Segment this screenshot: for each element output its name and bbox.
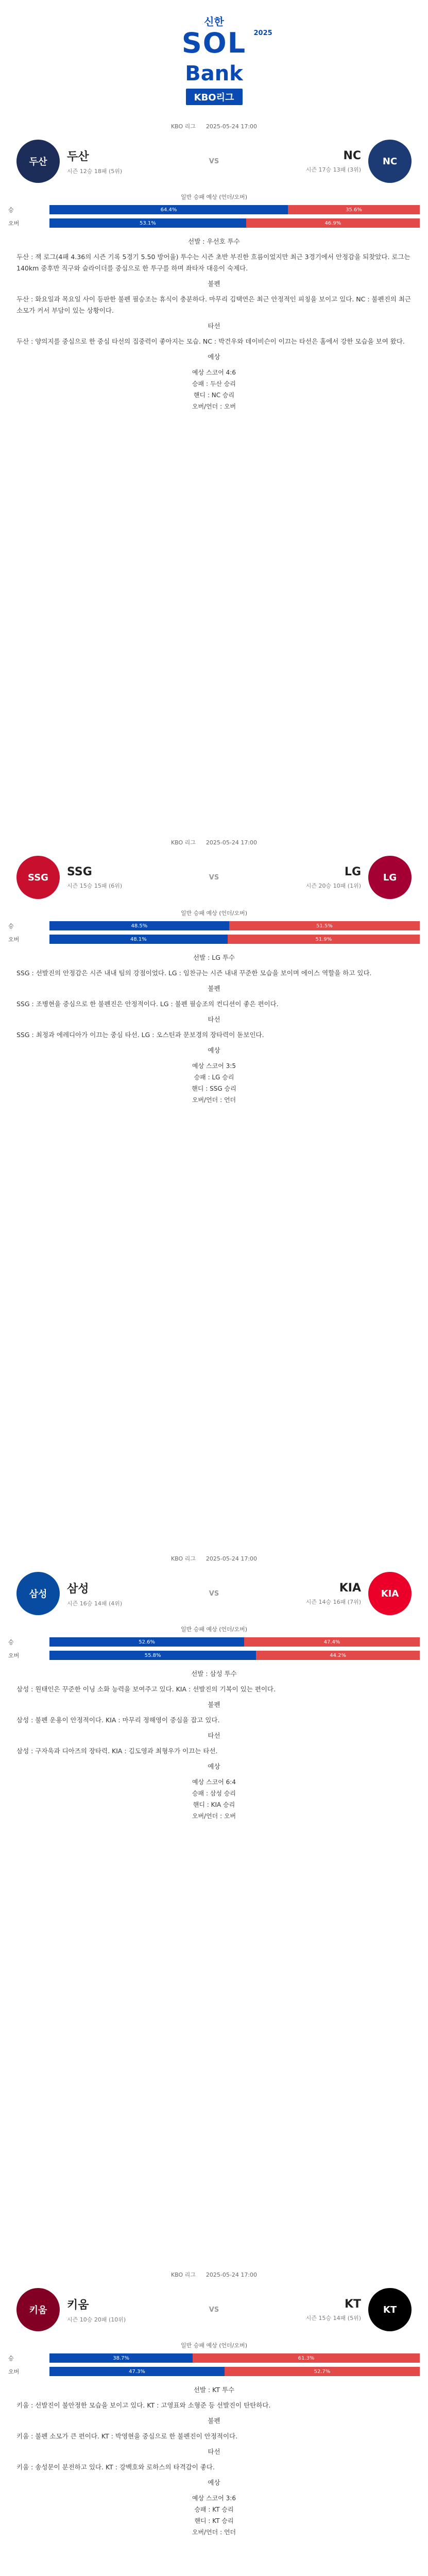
away-team-info [67,148,122,175]
away-probability-bar: 64.4% [49,205,288,214]
home-team-name: NC [343,149,361,162]
probability-track [49,1651,420,1660]
away-team-emblem: SSG [16,856,60,899]
game-card [8,1552,420,1827]
probability-track [49,2367,420,2376]
prediction-item: 예상 스코어 4:6 [192,369,236,376]
game-header-item: 2025-05-24 17:00 [206,123,258,130]
probability-row [8,2352,420,2364]
home-team [230,2288,412,2331]
analysis-section-title: 선발 : KT 투수 [193,2386,235,2394]
analysis-section-body: SSG : 선발진의 안정감은 시즌 내내 팀의 강점이었다. LG : 임찬규는 시즌 내내 꾸준한 모습을 보이며 에이스 역할을 하고 있다. [16,969,372,977]
prediction-item: 승패 : KT 승리 [194,2506,234,2513]
versus-label: VS [209,157,219,165]
away-team-emblem: 키움 [16,2288,60,2331]
probability-track [49,1637,420,1647]
probability-track [49,2353,420,2363]
probability-row-label: 오버 [8,936,20,943]
game-card [8,2268,420,2543]
analysis-section-title: 불펜 [208,280,220,287]
matchup [8,133,420,190]
home-probability-bar: 35.6% [288,205,420,214]
logo-top: 신한 [204,15,224,28]
analysis-section-title: 타선 [208,1015,220,1023]
probability-row [8,934,420,945]
analysis-section-title: 선발 : 삼성 투수 [191,1670,237,1677]
prediction-item: 승패 : LG 승리 [194,1074,234,1081]
home-probability-bar: 47.4% [244,1637,420,1647]
game-header-item: 2025-05-24 17:00 [206,839,258,846]
analysis-text [8,2379,420,2543]
probability-row [8,204,420,215]
analysis-section-body: 삼성 : 원태인은 꾸준한 이닝 소화 능력을 보여주고 있다. KIA : 선발진의 기복이 있는 편이다. [16,1685,276,1693]
logo-year: 2025 [253,29,272,37]
analysis-text [8,947,420,1111]
probability-row [8,2366,420,2377]
probability-row-label: 오버 [8,1652,20,1659]
analysis-section-title: 예상 [208,1046,220,1054]
probability-track [49,218,420,228]
away-team-record: 시즌 12승 18패 (5위) [67,167,123,175]
home-team-name: KIA [339,1581,361,1595]
prediction-item: 오버/언더 : 언더 [192,1096,236,1104]
away-team-name: 키움 [67,2298,89,2312]
logo-league: KBO리그 [186,89,243,105]
prediction-item: 핸디 : KIA 승리 [193,1801,235,1808]
home-team-emblem: LG [368,856,412,899]
prediction-item: 오버/언더 : 언더 [192,2529,236,2536]
matchup [8,1565,420,1622]
game-header-item: KBO 리그 [170,1555,196,1562]
prediction-item: 오버/언더 : 오버 [192,1812,236,1820]
probability-row [8,217,420,229]
home-team [230,856,412,899]
analysis-section-body: 삼성 : 불펜 운용이 안정적이다. KIA : 마무리 정해영이 중심을 잡고 있다. [16,1716,220,1724]
game-header [8,2268,420,2281]
game-card [8,836,420,1111]
probability-row-label: 승 [8,2355,14,2362]
analysis-text [8,1663,420,1827]
home-team-emblem: NC [368,140,412,183]
prediction-item: 오버/언더 : 오버 [192,403,236,410]
game-header [8,120,420,133]
prediction-list [16,1776,412,1822]
away-team [16,1572,199,1615]
probability-track [49,205,420,214]
analysis-section-title: 불펜 [208,1701,220,1708]
analysis-section-title: 불펜 [208,2417,220,2425]
game-header-item: 2025-05-24 17:00 [206,2271,258,2278]
away-probability-bar: 52.6% [49,1637,244,1647]
analysis-text [8,231,420,417]
away-team-emblem: 두산 [16,140,60,183]
away-team [16,856,199,899]
home-probability-bar: 61.3% [193,2353,420,2363]
away-probability-bar: 48.5% [49,921,229,930]
analysis-section-body: SSG : 최정과 에레디아가 이끄는 중심 타선. LG : 오스틴과 문보경의 장타력이 돋보인다. [16,1031,264,1039]
probability-title: 일반 승패 예상 (언더/오버) [180,910,248,917]
analysis-section-title: 타선 [208,322,220,330]
game-header [8,836,420,849]
analysis-section-title: 예상 [208,2479,220,2486]
analysis-section-body: 키움 : 송성문이 분전하고 있다. KT : 강백호와 로하스의 타격감이 좋다. [16,2463,215,2471]
prediction-item: 승패 : 삼성 승리 [192,1790,236,1797]
analysis-section-title: 선발 : LG 투수 [193,954,235,961]
analysis-section-body: 삼성 : 구자욱과 디아즈의 장타력. KIA : 김도영과 최형우가 이끄는 타선. [16,1747,218,1755]
probability-title: 일반 승패 예상 (언더/오버) [180,2342,248,2349]
logo-sol: SOL [181,27,247,59]
matchup [8,849,420,906]
probability-row [8,920,420,931]
away-team-name: SSG [67,865,92,878]
game-header-item: KBO 리그 [170,839,196,846]
away-probability-bar: 47.3% [49,2367,225,2376]
prediction-list [16,2493,412,2538]
prediction-item: 예상 스코어 3:6 [192,2495,236,2502]
game-section [0,836,428,1552]
game-section [0,1552,428,2268]
away-probability-bar: 55.8% [49,1651,256,1660]
away-team-info [67,866,122,890]
prediction-item: 핸디 : KT 승리 [194,2517,234,2524]
probability-row-label: 승 [8,923,14,929]
home-probability-bar: 46.9% [246,218,420,228]
away-probability-bar: 38.7% [49,2353,193,2363]
away-probability-bar: 48.1% [49,935,228,944]
versus-label: VS [209,2306,219,2314]
home-probability-bar: 44.2% [256,1651,420,1660]
game-header-item: 2025-05-24 17:00 [206,1555,258,1562]
analysis-section-body: 키움 : 선발진이 불안정한 모습을 보이고 있다. KT : 고영표와 소형준 등 선발진이 탄탄하다. [16,2401,271,2409]
away-team [16,2288,199,2331]
home-team-emblem: KT [368,2288,412,2331]
prediction-item: 핸디 : NC 승리 [193,392,235,399]
probability-track [49,935,420,944]
probability-row-label: 오버 [8,220,20,227]
home-team-name: LG [344,865,361,878]
analysis-section-body: SSG : 조병현을 중심으로 한 불펜진은 안정적이다. LG : 불펜 필승조의 컨디션이 좋은 편이다. [16,1000,279,1008]
game-header-item: KBO 리그 [170,2272,196,2278]
prediction-list [16,367,412,412]
analysis-section-title: 선발 : 우선호 투수 [188,238,240,245]
home-team-record: 시즌 15승 14패 (5위) [305,2314,361,2321]
home-probability-bar: 51.9% [228,935,420,944]
away-team-name: 두산 [67,150,89,163]
home-probability-bar: 52.7% [225,2367,420,2376]
home-team [230,140,412,183]
away-team-info [67,2296,126,2324]
away-team [16,140,199,183]
away-team-emblem: 삼성 [16,1572,60,1615]
home-team-record: 시즌 14승 16패 (7위) [305,1598,361,1605]
probability-row [8,1650,420,1661]
games-list [0,120,428,2576]
home-team-info [306,866,361,890]
analysis-section-title: 타선 [208,2448,220,2455]
home-team-emblem: KIA [368,1572,412,1615]
away-team-info [67,1580,122,1607]
analysis-section-title: 예상 [208,1762,220,1770]
league-logo [155,8,273,111]
matchup [8,2281,420,2338]
probability-title: 일반 승패 예상 (언더/오버) [180,194,248,200]
prediction-item: 핸디 : SSG 승리 [192,1085,236,1092]
away-team-record: 시즌 10승 20패 (10위) [67,2316,126,2323]
probability-row-label: 승 [8,1639,14,1646]
away-team-record: 시즌 16승 14패 (4위) [67,1600,123,1607]
prediction-list [16,1060,412,1106]
home-team-record: 시즌 17승 13패 (3위) [305,166,361,173]
analysis-section-title: 불펜 [208,985,220,992]
game-card [8,120,420,417]
home-team-info [306,1582,361,1606]
prediction-item: 승패 : 두산 승리 [192,380,236,387]
probability-title: 일반 승패 예상 (언더/오버) [180,1626,248,1633]
analysis-section-body: 두산 : 양의지를 중심으로 한 중심 타선의 집중력이 좋아지는 모습. NC : 박건우와 데이비슨이 이끄는 타선은 홈에서 강한 모습을 보여 왔다. [16,337,405,345]
home-team-info [306,149,361,174]
home-team [230,1572,412,1615]
analysis-section-body: 두산 : 잭 로그(4패 4.36의 시즌 기록 5경기 5.50 방어율) 투수는 시즌 초반 부진한 흐름이었지만 최근 3경기에서 안정감을 되찾았다. 로그는 140km 중후반 직구와 슬라이더를 중심으로 한 투구를 하며 좌타자 대응이 숙제다. [16,253,410,272]
prediction-item: 예상 스코어 3:5 [192,1062,236,1070]
analysis-section-title: 타선 [208,1732,220,1739]
home-probability-bar: 51.5% [229,921,420,930]
banner [0,0,428,120]
away-probability-bar: 53.1% [49,218,246,228]
game-section [0,120,428,836]
analysis-section-body: 키움 : 불펜 소모가 큰 편이다. KT : 박영현을 중심으로 한 불펜진이 안정적이다. [16,2432,238,2440]
analysis-section-body: 두산 : 화요일과 목요일 사이 등판한 불펜 필승조는 휴식이 충분하다. 마무리 김택연은 최근 안정적인 피칭을 보이고 있다. NC : 불펜진의 최근 소모가 커서 부담이 있는 상황이다. [16,295,411,314]
game-section [0,2268,428,2576]
game-header [8,1552,420,1565]
probability-row [8,1636,420,1648]
home-team-record: 시즌 20승 10패 (1위) [305,882,361,889]
logo-bank: Bank [185,62,243,86]
probability-row-label: 승 [8,207,14,213]
away-team-record: 시즌 15승 15패 (6위) [67,882,123,889]
probability-row-label: 오버 [8,2368,20,2375]
analysis-section-title: 예상 [208,353,220,361]
probability-track [49,921,420,930]
home-team-info [306,2298,361,2322]
game-header-item: KBO 리그 [170,123,196,130]
home-team-name: KT [344,2297,361,2311]
versus-label: VS [209,873,219,882]
prediction-item: 예상 스코어 6:4 [192,1778,236,1786]
versus-label: VS [209,1589,219,1598]
away-team-name: 삼성 [67,1582,89,1596]
